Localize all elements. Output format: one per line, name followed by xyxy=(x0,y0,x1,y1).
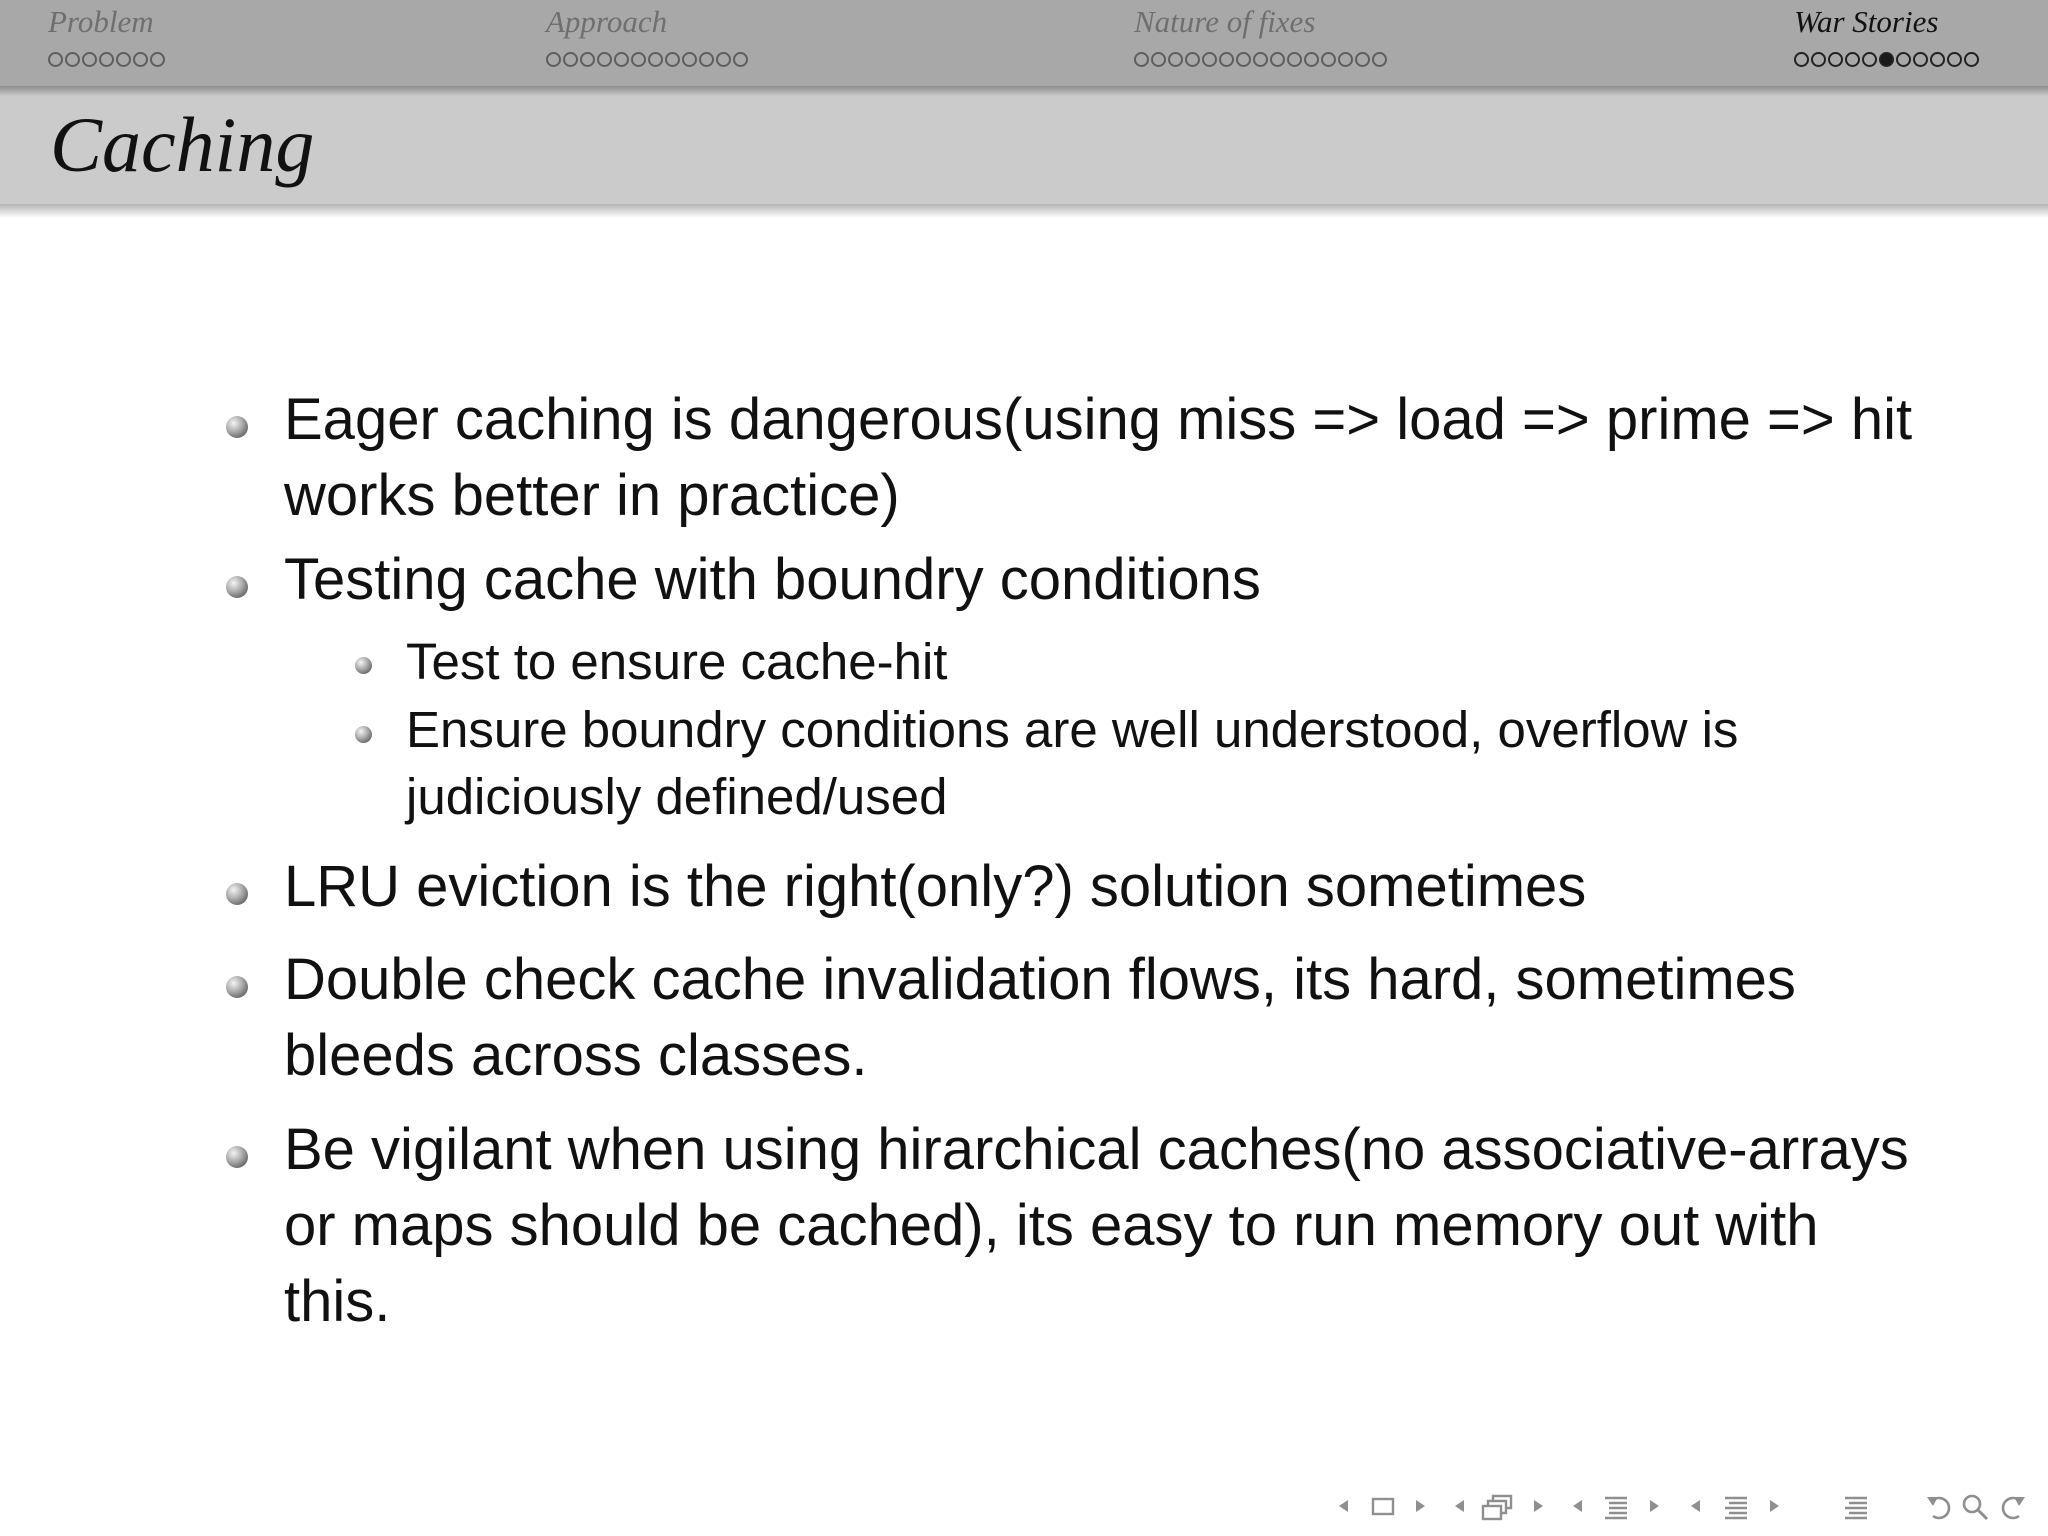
section-title[interactable]: War Stories xyxy=(1794,4,1939,39)
bullet-icon xyxy=(226,883,248,905)
subsection-next-arrow-icon[interactable] xyxy=(1648,1488,1662,1524)
frame-title: Caching xyxy=(50,101,315,188)
sub-list-item: Ensure boundry conditions are well understood, overflow is judiciously defined/used xyxy=(406,701,1739,825)
slide-next-arrow-icon[interactable] xyxy=(1414,1488,1428,1524)
sub-list-item: Test to ensure cache-hit xyxy=(406,633,948,690)
back-icon[interactable] xyxy=(1924,1488,1956,1524)
bullet-icon xyxy=(226,416,248,438)
subsection-prev-arrow-icon[interactable] xyxy=(1570,1488,1584,1524)
section-title[interactable]: Approach xyxy=(546,4,668,39)
list-item: Be vigilant when using hirarchical caches(no associative-arrays or maps should be cached), its easy to run memory out with this. xyxy=(284,1117,1909,1334)
bullet-icon xyxy=(226,576,248,598)
section-title[interactable]: Problem xyxy=(48,4,154,39)
section-icon[interactable] xyxy=(1722,1488,1750,1524)
section-next-arrow-icon[interactable] xyxy=(1768,1488,1782,1524)
slide-icon[interactable] xyxy=(1370,1488,1396,1524)
section-title[interactable]: Nature of fixes xyxy=(1134,4,1316,39)
subsection-icon[interactable] xyxy=(1602,1488,1630,1524)
list-item: Double check cache invalidation flows, its hard, sometimes bleeds across classes. xyxy=(284,947,1796,1088)
frame-next-arrow-icon[interactable] xyxy=(1532,1488,1546,1524)
navigation-symbols xyxy=(0,1488,2048,1524)
bullet-icon xyxy=(226,1146,248,1168)
sub-bullet-icon xyxy=(355,726,372,743)
slide-prev-arrow-icon[interactable] xyxy=(1336,1488,1350,1524)
frame-prev-arrow-icon[interactable] xyxy=(1452,1488,1466,1524)
bullet-icon xyxy=(226,976,248,998)
frame-icon[interactable] xyxy=(1480,1488,1516,1524)
search-icon[interactable] xyxy=(1960,1488,1990,1524)
list-item: Eager caching is dangerous(using miss => load => prime => hit works better in practice) xyxy=(284,387,1913,528)
appendix-icon[interactable] xyxy=(1842,1488,1870,1524)
list-item: Testing cache with boundry conditions xyxy=(284,547,1261,612)
sub-bullet-icon xyxy=(355,657,372,674)
list-item: LRU eviction is the right(only?) solution sometimes xyxy=(284,854,1587,919)
forward-icon[interactable] xyxy=(1996,1488,2028,1524)
section-prev-arrow-icon[interactable] xyxy=(1688,1488,1702,1524)
